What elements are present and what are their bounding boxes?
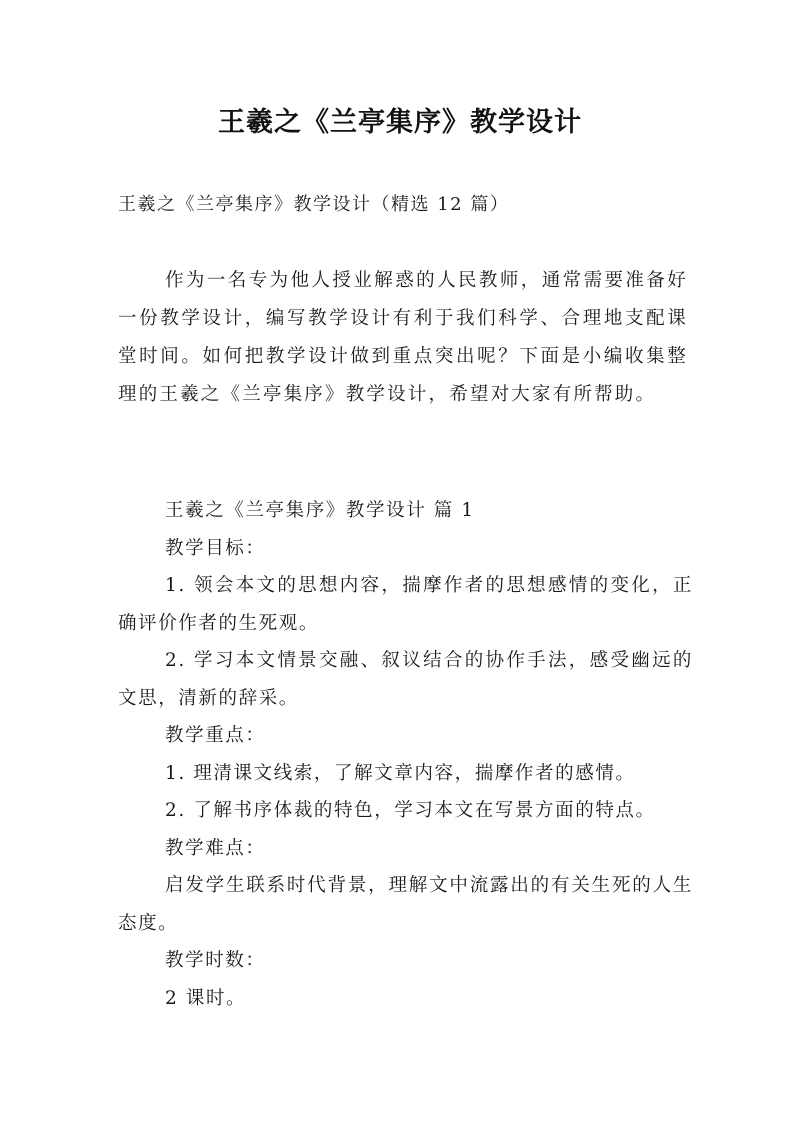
hours-value: 2 课时。 — [165, 987, 247, 1009]
goal-item-2: 2. 学习本文情景交融、叙议结合的协作手法，感受幽远的文思，清新的辞采。 — [118, 650, 693, 709]
key-point-1: 1. 理清课文线索，了解文章内容，揣摩作者的感情。 — [165, 762, 636, 784]
goals-label: 教学目标： — [165, 537, 266, 559]
key-points-label: 教学重点： — [165, 725, 266, 746]
goal-item-1: 1. 领会本文的思想内容，揣摩作者的思想感情的变化，正确评价作者的生死观。 — [118, 575, 693, 634]
difficulty-label: 教学难点： — [165, 837, 266, 859]
difficulty-text: 启发学生联系时代背景，理解文中流露出的有关生死的人生态度。 — [118, 875, 693, 934]
hours-label: 教学时数： — [165, 950, 266, 971]
key-point-2: 2. 了解书序体裁的特色，学习本文在写景方面的特点。 — [165, 800, 656, 821]
intro-paragraph: 作为一名专为他人授业解惑的人民教师，通常需要准备好一份教学设计，编写教学设计有利于我们科学、合理地支配课堂时间。如何把教学设计做到重点突出呢？下面是小编收集整理的王羲之《兰亭集序》教学设计，希望对大家有所帮助。 — [118, 270, 688, 405]
page-title: 王羲之《兰亭集序》教学设计 — [218, 107, 582, 138]
section-heading: 王羲之《兰亭集序》教学设计 篇 1 — [165, 500, 475, 521]
lesson-section — [118, 492, 693, 1017]
document-subtitle: 王羲之《兰亭集序》教学设计（精选 12 篇） — [118, 194, 510, 215]
